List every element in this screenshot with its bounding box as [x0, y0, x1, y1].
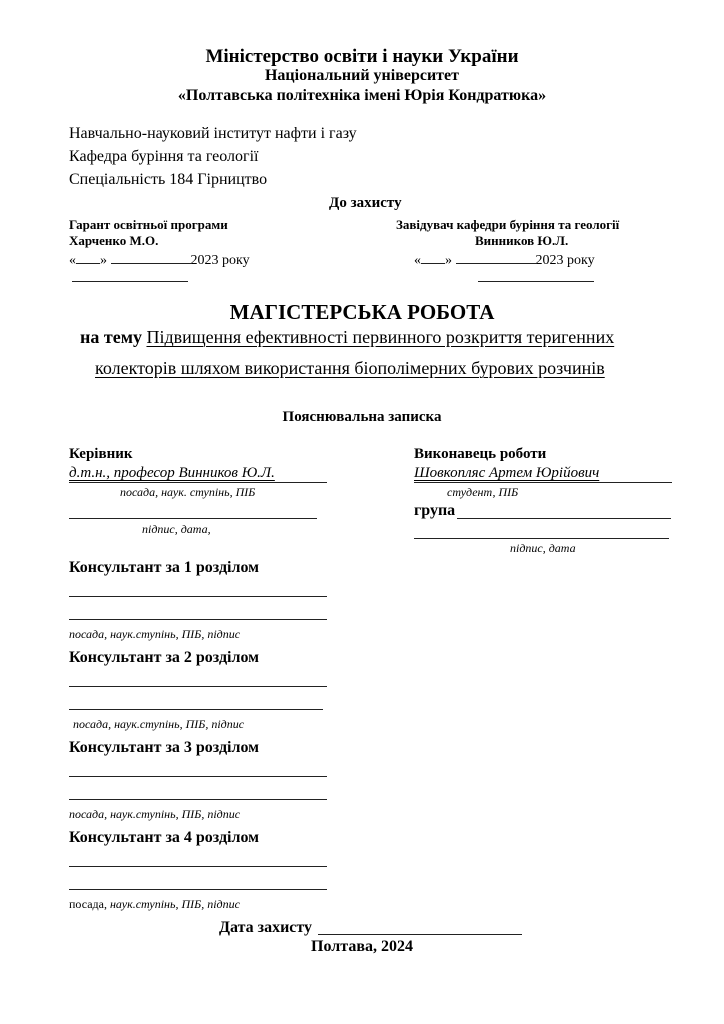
quote-open: «	[414, 253, 421, 268]
consultant-2-label: Консультант за 2 розділом	[69, 649, 260, 666]
consultant-2-line-1[interactable]	[69, 686, 327, 687]
quote-close: »	[100, 253, 107, 268]
topic-text-2: колекторів шляхом використання біополімерних бурових розчинів	[95, 358, 605, 378]
ministry-title: Міністерство освіти і науки України	[205, 46, 519, 67]
consultant-2-line-2[interactable]	[69, 709, 323, 710]
guarantor-name: Харченко М.О.	[69, 233, 159, 248]
supervisor-underline	[69, 482, 327, 483]
topic-line-1	[80, 328, 614, 346]
author-signature-caption: підпис, дата	[510, 541, 576, 555]
topic-line-2	[95, 359, 605, 377]
work-type-title: МАГІСТЕРСЬКА РОБОТА	[229, 300, 495, 324]
consultant-4-line-2[interactable]	[69, 889, 327, 890]
specialty-name: Спеціальність 184 Гірництво	[69, 171, 268, 188]
footer-city-year: Полтава, 2024	[311, 938, 413, 955]
supervisor-value[interactable]	[69, 466, 275, 481]
defense-date-line[interactable]	[318, 934, 522, 935]
head-signature-line[interactable]	[478, 281, 594, 282]
head-of-department-role: Завідувач кафедри буріння та геології	[396, 217, 620, 232]
quote-open: «	[69, 253, 76, 268]
institute-name: Навчально-науковий інститут нафти і газу	[69, 125, 357, 142]
guarantor-role: Гарант освітньої програми	[69, 217, 228, 232]
supervisor-name: д.т.н., професор Винников Ю.Л.	[69, 465, 275, 481]
consultant-1-caption: посада, наук.ступінь, ПІБ, підпис	[69, 627, 241, 641]
supervisor-label: Керівник	[69, 446, 133, 462]
defense-date-label: Дата захисту	[219, 919, 313, 936]
topic-label: на тему	[80, 327, 142, 347]
author-label: Виконавець роботи	[414, 446, 547, 462]
group-label: група	[414, 502, 456, 519]
head-date-field[interactable]	[414, 250, 595, 268]
consultant-3-label: Консультант за 3 розділом	[69, 739, 260, 756]
month-blank	[456, 250, 536, 264]
author-value[interactable]	[414, 466, 599, 481]
consultant-4-caption	[69, 898, 240, 910]
group-input-line[interactable]	[457, 518, 671, 519]
guarantor-signature-line[interactable]	[72, 281, 188, 282]
department-name: Кафедра буріння та геології	[69, 148, 259, 165]
year-text: 2023 року	[535, 253, 595, 268]
approval-title: До захисту	[329, 195, 402, 211]
year-text: 2023 року	[190, 253, 250, 268]
consultant-2-caption: посада, наук.ступінь, ПІБ, підпис	[73, 717, 245, 731]
supervisor-value-caption: посада, наук. ступінь, ПІБ	[120, 485, 256, 499]
consultant-3-line-2[interactable]	[69, 799, 327, 800]
consultant-3-line-1[interactable]	[69, 776, 327, 777]
consultant-1-label: Консультант за 1 розділом	[69, 559, 260, 576]
supervisor-signature-line[interactable]	[69, 518, 317, 519]
supervisor-signature-caption: підпис, дата,	[142, 522, 211, 536]
day-blank	[76, 250, 100, 264]
university-full-name: «Полтавська політехніка імені Юрія Кондратюка»	[177, 87, 547, 104]
guarantor-date-field[interactable]	[69, 250, 250, 268]
month-blank	[111, 250, 191, 264]
quote-close: »	[445, 253, 452, 268]
author-value-caption: студент, ПІБ	[447, 485, 519, 499]
consultant-1-line-1[interactable]	[69, 596, 327, 597]
head-of-department-name: Винников Ю.Л.	[475, 233, 569, 248]
author-name: Шовкопляс Артем Юрійович	[414, 465, 600, 481]
note-title: Пояснювальна записка	[282, 409, 442, 425]
university-name: Національний університет	[264, 67, 459, 84]
topic-text-1: Підвищення ефективності первинного розкриття теригенних	[146, 327, 615, 347]
day-blank	[421, 250, 445, 264]
consultant-4-label: Консультант за 4 розділом	[69, 829, 260, 846]
caption-italic-part: наук.ступінь, ПІБ, підпис	[109, 897, 240, 911]
caption-upright-part: посада,	[69, 897, 107, 911]
consultant-1-line-2[interactable]	[69, 619, 327, 620]
author-signature-line[interactable]	[414, 538, 669, 539]
consultant-4-line-1[interactable]	[69, 866, 327, 867]
author-underline	[414, 482, 672, 483]
consultant-3-caption: посада, наук.ступінь, ПІБ, підпис	[69, 807, 241, 821]
